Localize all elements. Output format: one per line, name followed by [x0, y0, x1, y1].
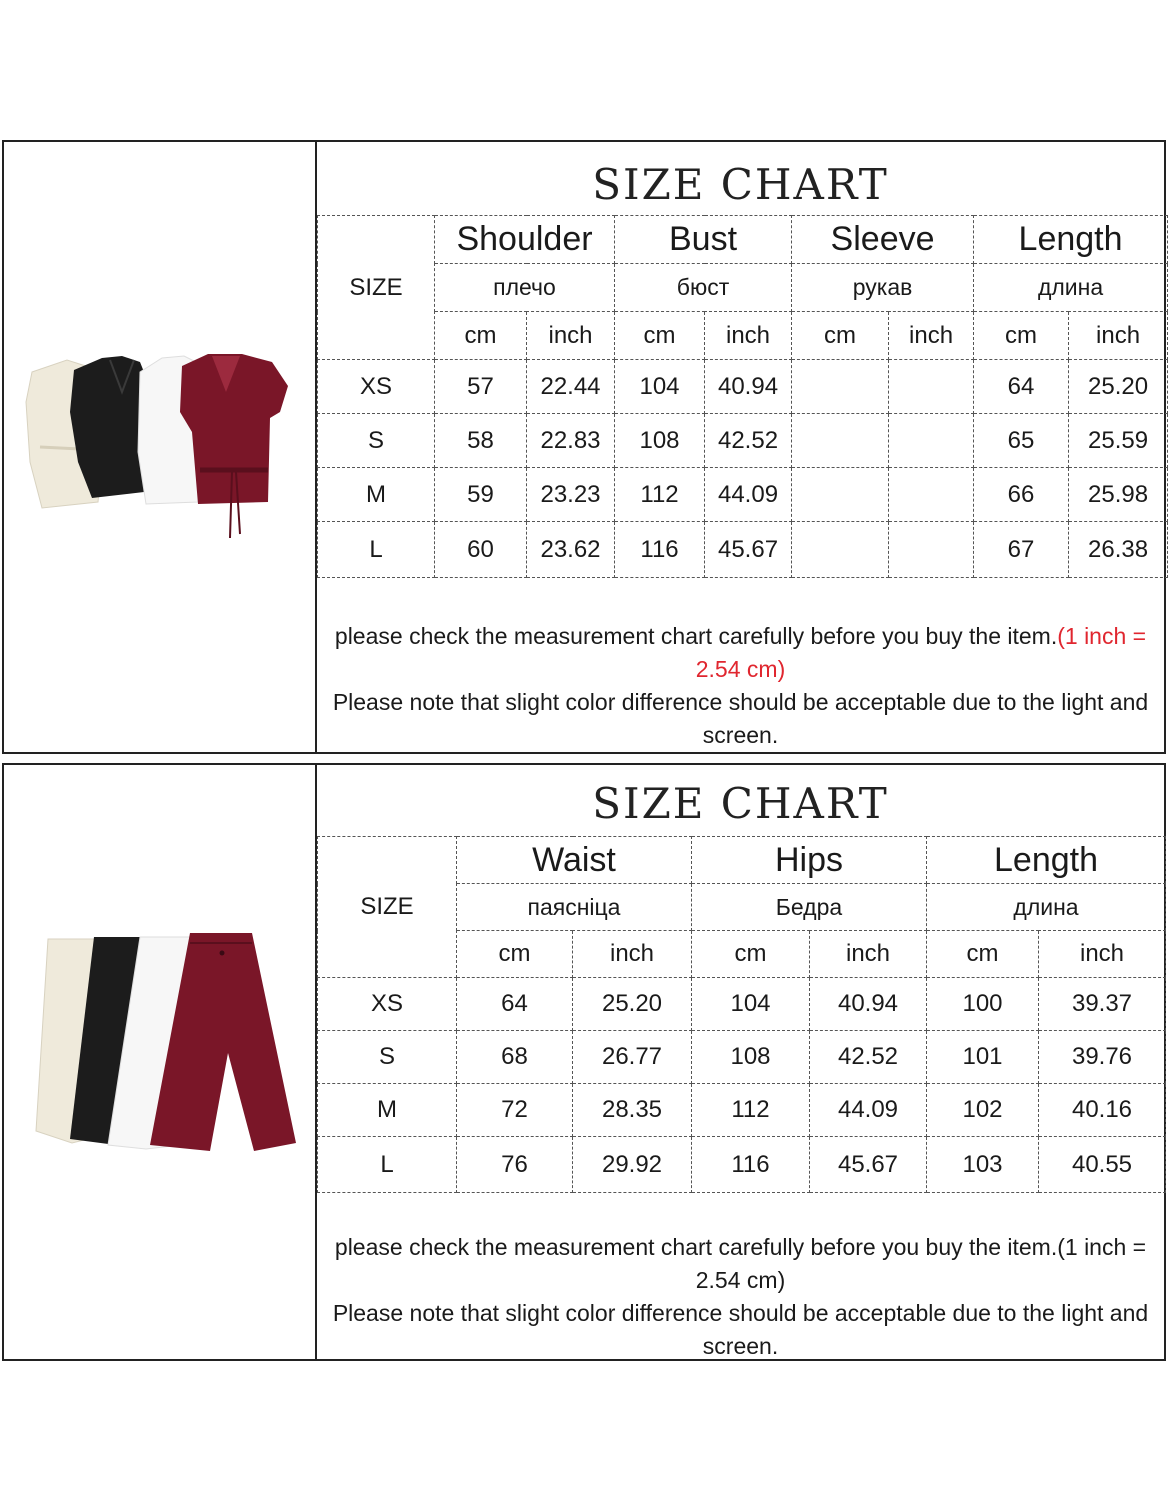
table-cell: 44.09 [705, 468, 792, 522]
table-cell: 104 [692, 978, 810, 1031]
note-line-2: Please note that slight color difference should be acceptable due to the light and screen. [332, 689, 1149, 748]
table-row [318, 1031, 1166, 1084]
measure-header: Hips [692, 837, 927, 884]
unit-label: cm [692, 931, 810, 978]
note-line-2: Please note that slight color difference should be acceptable due to the light and screen. [332, 1300, 1149, 1359]
unit-label: inch [705, 312, 792, 360]
measurement-note [317, 620, 1164, 752]
table-cell: 39.76 [1039, 1031, 1166, 1084]
table-cell [889, 360, 974, 414]
table-cell: 64 [974, 360, 1069, 414]
tops-product-image [22, 352, 294, 542]
table-cell: 100 [927, 978, 1039, 1031]
bottom-size-chart-panel [2, 763, 1166, 1361]
top-size-table [317, 215, 1168, 578]
table-cell: 26.38 [1069, 522, 1168, 578]
measure-header: Length [927, 837, 1166, 884]
table-cell: 45.67 [810, 1137, 927, 1193]
table-row [318, 1137, 1166, 1193]
unit-label: inch [1039, 931, 1166, 978]
table-cell: 72 [457, 1084, 573, 1137]
unit-label: cm [615, 312, 705, 360]
note-line-1: please check the measurement chart carefully before you buy the item. [334, 623, 1058, 649]
table-cell: 64 [457, 978, 573, 1031]
table-cell: 26.77 [573, 1031, 692, 1084]
table-cell: 44.09 [810, 1084, 927, 1137]
table-row [318, 1084, 1166, 1137]
table-cell: 67 [974, 522, 1069, 578]
unit-label: cm [457, 931, 573, 978]
table-cell: 59 [435, 468, 527, 522]
table-cell: 101 [927, 1031, 1039, 1084]
unit-label: inch [1069, 312, 1168, 360]
row-size: M [318, 1084, 457, 1137]
measure-header: Length [974, 216, 1168, 264]
table-row [318, 414, 1168, 468]
table-cell: 66 [974, 468, 1069, 522]
table-cell: 29.92 [573, 1137, 692, 1193]
table-row [318, 468, 1168, 522]
measurement-note [317, 1231, 1164, 1363]
table-cell: 25.59 [1069, 414, 1168, 468]
row-size: S [318, 1031, 457, 1084]
unit-label: inch [573, 931, 692, 978]
table-cell [792, 522, 889, 578]
table-cell: 57 [435, 360, 527, 414]
unit-label: inch [527, 312, 615, 360]
measure-header: Sleeve [792, 216, 974, 264]
table-cell: 60 [435, 522, 527, 578]
table-cell: 42.52 [810, 1031, 927, 1084]
measure-local-name: длина [927, 884, 1166, 931]
table-row [318, 978, 1166, 1031]
unit-label: cm [792, 312, 889, 360]
table-cell: 42.52 [705, 414, 792, 468]
table-cell [889, 414, 974, 468]
table-cell [889, 468, 974, 522]
measure-local-name: длина [974, 264, 1168, 312]
table-row [318, 522, 1168, 578]
table-cell: 68 [457, 1031, 573, 1084]
size-header: SIZE [318, 216, 435, 360]
size-header: SIZE [318, 837, 457, 978]
table-cell: 116 [692, 1137, 810, 1193]
measure-local-name: бюст [615, 264, 792, 312]
measure-local-name: рукав [792, 264, 974, 312]
table-cell: 116 [615, 522, 705, 578]
table-cell: 28.35 [573, 1084, 692, 1137]
conversion-note: (1 inch = 2.54 cm) [695, 623, 1147, 682]
table-cell: 23.23 [527, 468, 615, 522]
measure-header: Shoulder [435, 216, 615, 264]
measure-header: Bust [615, 216, 792, 264]
row-size: XS [318, 360, 435, 414]
unit-label: cm [974, 312, 1069, 360]
unit-label: inch [810, 931, 927, 978]
table-cell: 76 [457, 1137, 573, 1193]
table-cell [792, 414, 889, 468]
table-cell: 112 [615, 468, 705, 522]
table-cell: 40.94 [705, 360, 792, 414]
table-cell: 104 [615, 360, 705, 414]
row-size: XS [318, 978, 457, 1031]
row-size: L [318, 522, 435, 578]
bottom-size-table [317, 836, 1166, 1193]
table-cell: 58 [435, 414, 527, 468]
unit-label: cm [435, 312, 527, 360]
table-cell: 103 [927, 1137, 1039, 1193]
bottom-size-chart [317, 765, 1164, 1359]
measure-local-name: плечо [435, 264, 615, 312]
table-cell: 40.94 [810, 978, 927, 1031]
table-cell: 25.20 [1069, 360, 1168, 414]
top-size-chart-panel [2, 140, 1166, 754]
table-cell: 23.62 [527, 522, 615, 578]
measure-header: Waist [457, 837, 692, 884]
row-size: S [318, 414, 435, 468]
table-cell [792, 360, 889, 414]
table-cell: 45.67 [705, 522, 792, 578]
table-cell: 25.20 [573, 978, 692, 1031]
table-cell: 40.55 [1039, 1137, 1166, 1193]
row-size: L [318, 1137, 457, 1193]
table-cell [792, 468, 889, 522]
unit-label: inch [889, 312, 974, 360]
table-cell: 65 [974, 414, 1069, 468]
table-cell: 108 [615, 414, 705, 468]
table-cell: 25.98 [1069, 468, 1168, 522]
chart-title: SIZE CHART [592, 779, 889, 828]
table-cell: 22.83 [527, 414, 615, 468]
table-cell [889, 522, 974, 578]
measure-local-name: паясніца [457, 884, 692, 931]
pants-product-image [32, 933, 300, 1157]
chart-title: SIZE CHART [592, 160, 889, 209]
table-cell: 108 [692, 1031, 810, 1084]
table-cell: 40.16 [1039, 1084, 1166, 1137]
table-cell: 39.37 [1039, 978, 1166, 1031]
table-cell: 22.44 [527, 360, 615, 414]
note-line-1: please check the measurement chart carefully before you buy the item.(1 inch = 2.54 cm) [334, 1234, 1147, 1293]
bottom-product-photo-cell [4, 765, 317, 1359]
measure-local-name: Бедра [692, 884, 927, 931]
unit-label: cm [927, 931, 1039, 978]
table-cell: 102 [927, 1084, 1039, 1137]
row-size: M [318, 468, 435, 522]
top-size-chart [317, 142, 1164, 752]
top-product-photo-cell [4, 142, 317, 752]
table-cell: 112 [692, 1084, 810, 1137]
table-row [318, 360, 1168, 414]
